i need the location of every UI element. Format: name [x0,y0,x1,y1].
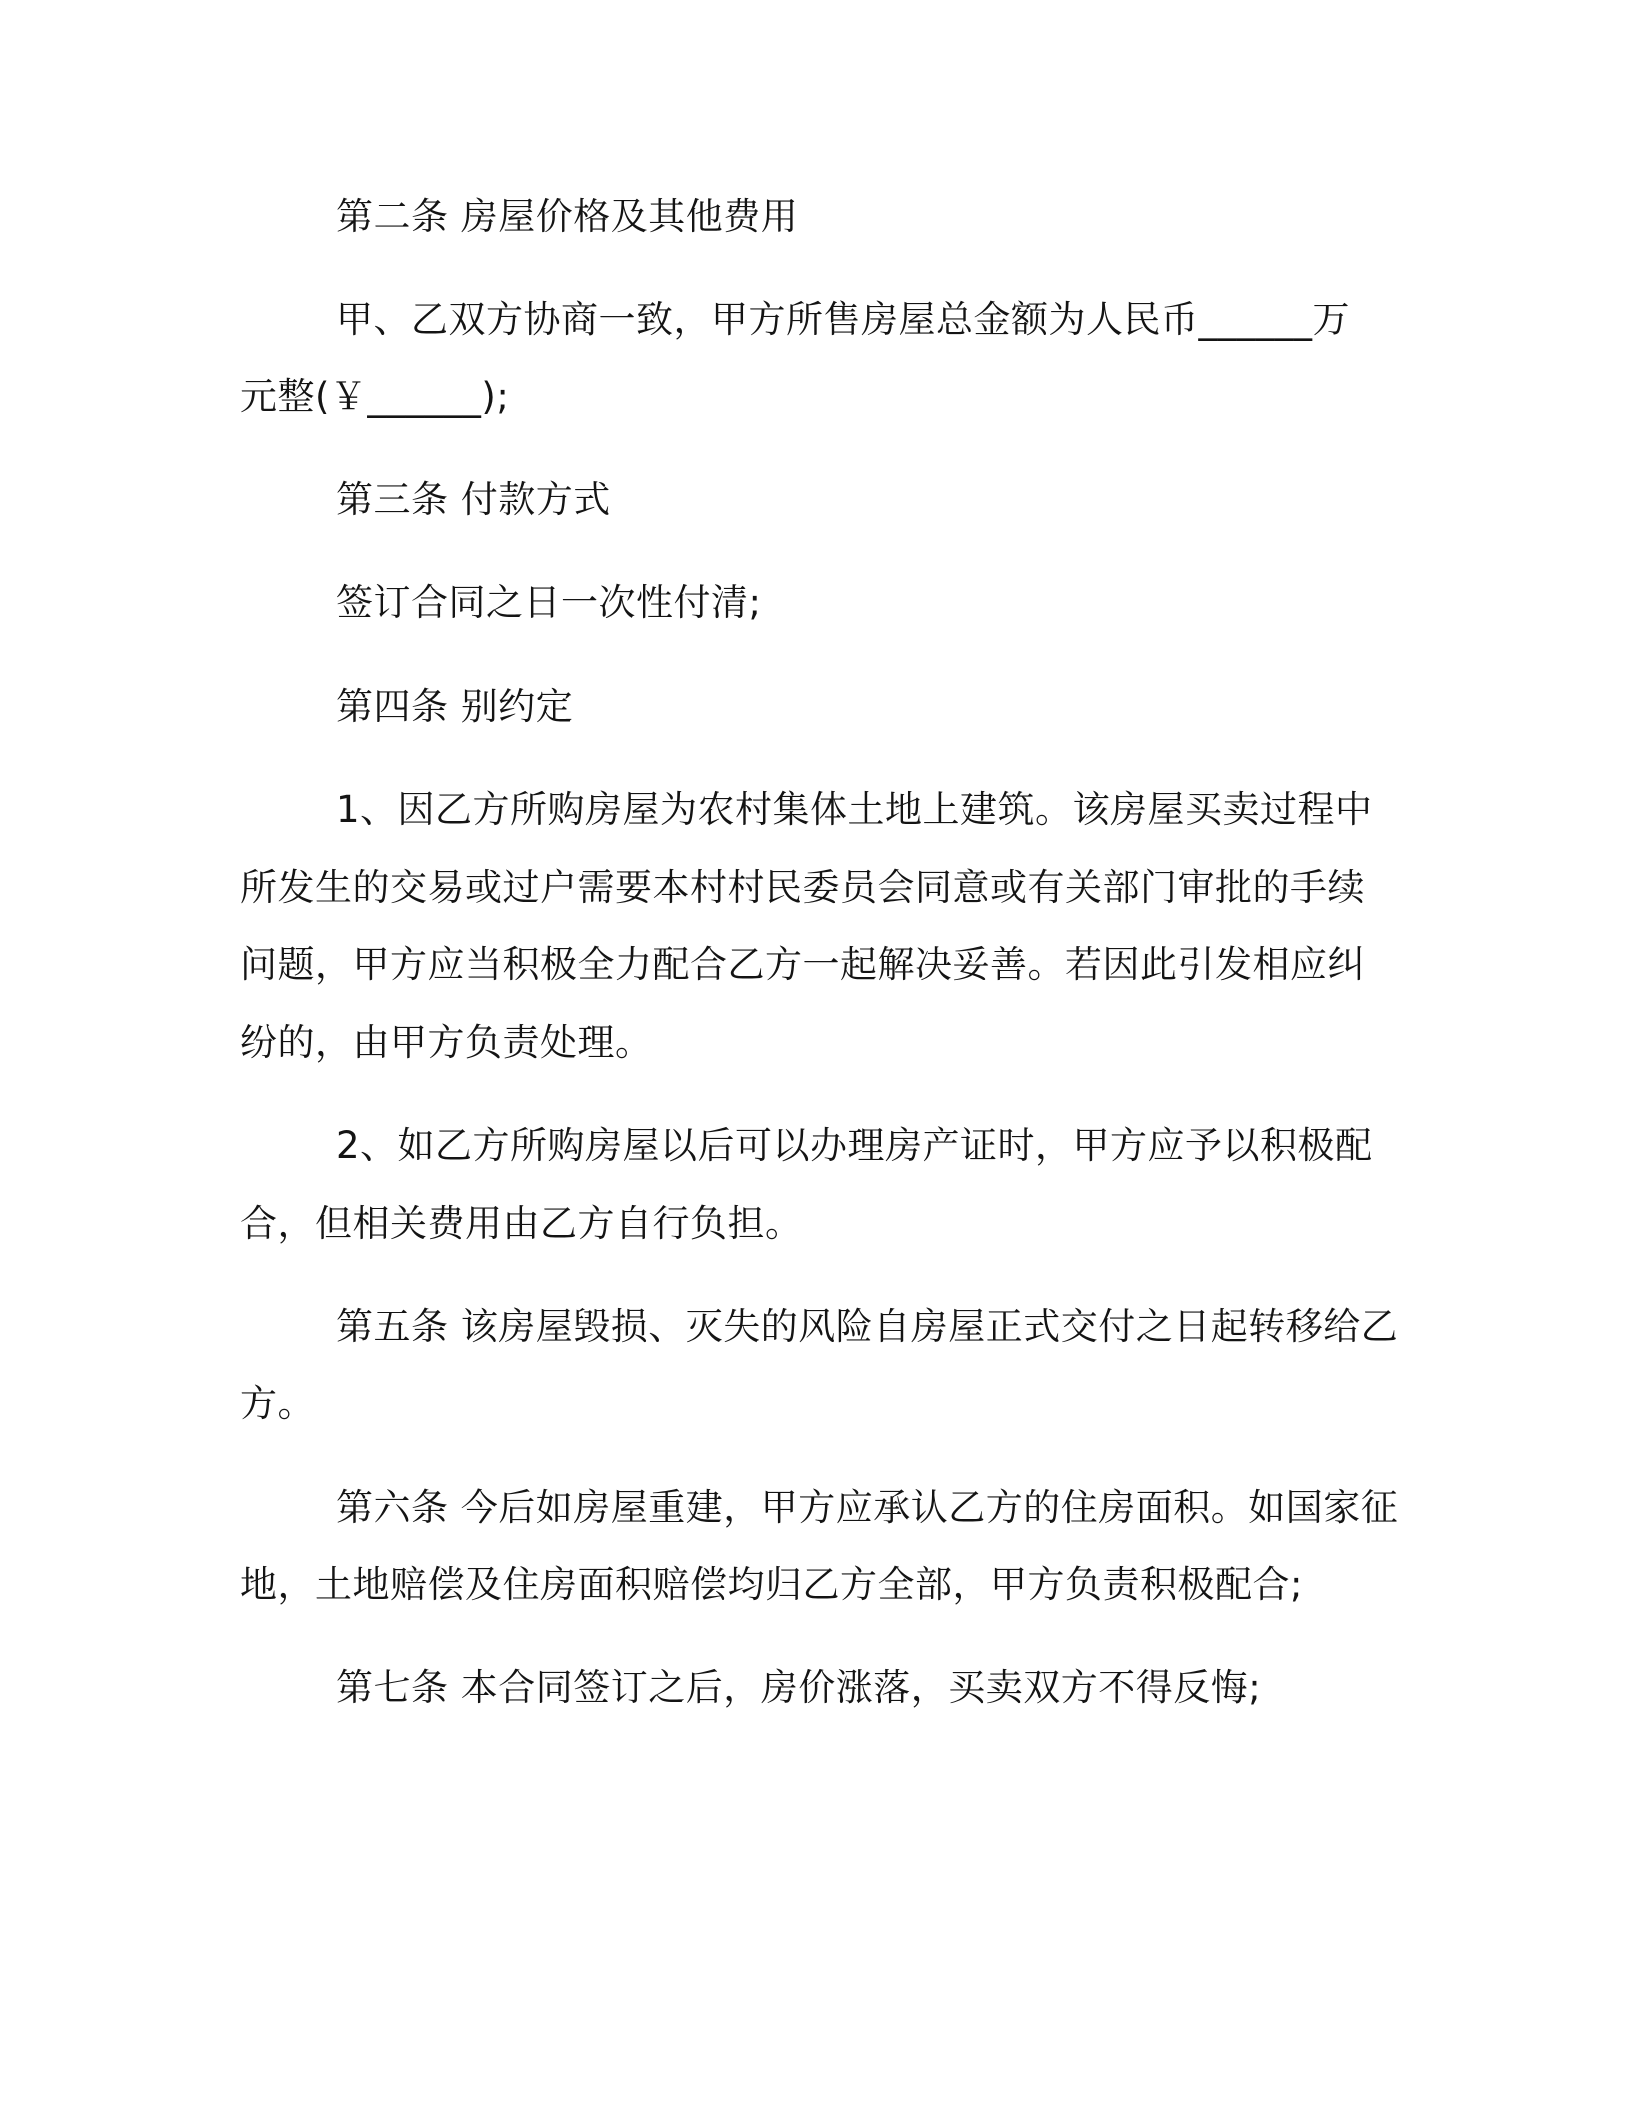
article-4-item-2-line-1: 2、如乙方所购房屋以后可以办理房产证时，甲方应予以积极配 [336,1124,1373,1167]
article-5-line-2: 方。 [240,1382,315,1425]
article-6-line-1: 第六条 今后如房屋重建，甲方应承认乙方的住房面积。如国家征 [336,1486,1399,1529]
article-4-item-1-line-2: 所发生的交易或过户需要本村村民委员会同意或有关部门审批的手续 [240,866,1365,909]
article-3-body: 签订合同之日一次性付清; [336,581,762,624]
article-4-item-1-line-4: 纷的，由甲方负责处理。 [240,1021,653,1064]
article-5-line-1: 第五条 该房屋毁损、灭失的风险自房屋正式交付之日起转移给乙 [336,1305,1399,1348]
article-3-title: 第三条 付款方式 [336,478,611,521]
article-2-body-line-1: 甲、乙双方协商一致，甲方所售房屋总金额为人民币______万 [336,298,1350,341]
article-6-line-2: 地，土地赔偿及住房面积赔偿均归乙方全部，甲方负责积极配合; [240,1563,1303,1606]
article-4-item-1-line-1: 1、因乙方所购房屋为农村集体土地上建筑。该房屋买卖过程中 [336,788,1373,831]
article-7: 第七条 本合同签订之后，房价涨落，买卖双方不得反悔; [336,1666,1262,1709]
article-2-body-line-2: 元整(￥______); [240,375,510,418]
article-4-title: 第四条 别约定 [336,685,574,728]
article-4-item-2-line-2: 合，但相关费用由乙方自行负担。 [240,1202,803,1245]
article-2-title: 第二条 房屋价格及其他费用 [336,195,799,238]
article-4-item-1-line-3: 问题，甲方应当积极全力配合乙方一起解决妥善。若因此引发相应纠 [240,943,1365,986]
